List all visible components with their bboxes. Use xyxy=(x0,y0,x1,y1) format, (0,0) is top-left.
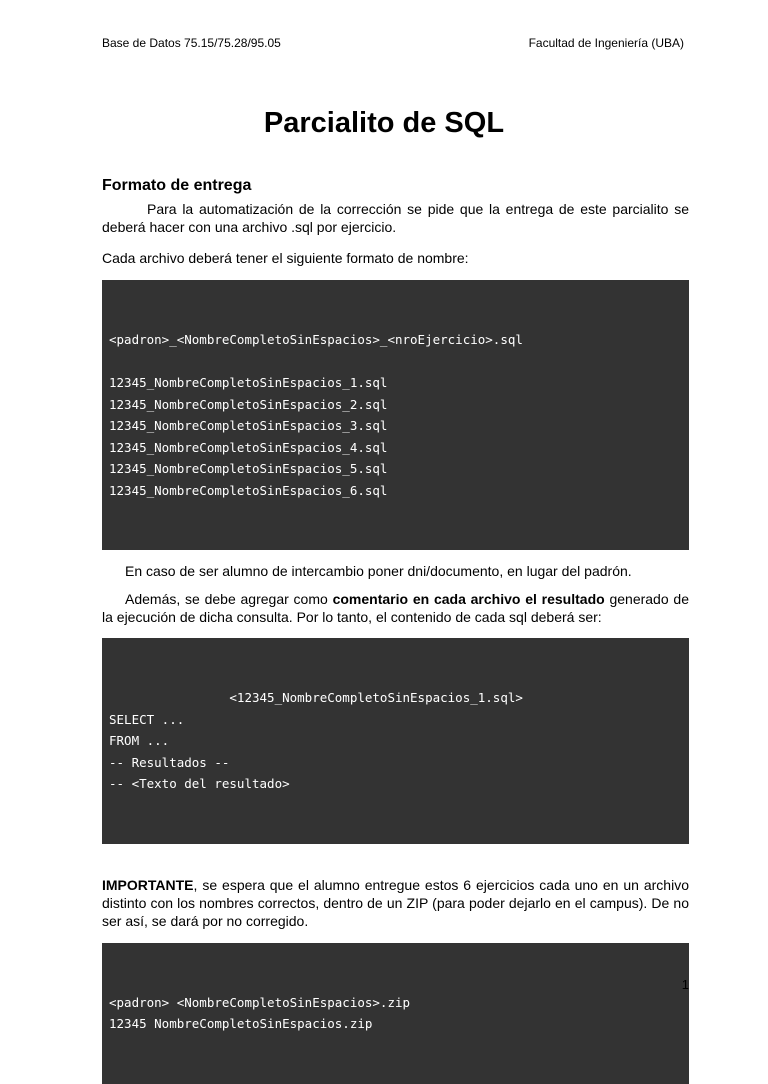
comment-text-post: generado de la ejecución de dicha consulta. Por lo tanto, el contenido de cada sql deberá ser: xyxy=(102,591,689,625)
page-title: Parcialito de SQL xyxy=(263,107,505,139)
paragraph-important xyxy=(102,876,689,930)
section-heading: Formato de entrega xyxy=(102,177,252,194)
code-block-zip xyxy=(102,943,689,1084)
paragraph-exchange: En caso de ser alumno de intercambio poner dni/documento, en lugar del padrón. xyxy=(125,563,632,579)
code-line: 12345_NombreCompletoSinEspacios_5.sql xyxy=(109,461,388,476)
code-line: 12345_NombreCompletoSinEspacios_2.sql xyxy=(109,396,388,412)
comment-text-pre: Además, se debe agregar como xyxy=(125,591,333,607)
code-line xyxy=(109,351,682,373)
document-body xyxy=(102,176,689,1084)
important-label: IMPORTANTE xyxy=(102,876,194,893)
code-line: -- Resultados -- xyxy=(109,754,230,770)
code-block-sql-content xyxy=(102,638,689,844)
code-line: 12345_NombreCompletoSinEspacios_6.sql xyxy=(109,482,388,498)
important-text: , se espera que el alumno entregue estos 6 ejercicios cada uno en un archivo distinto con los nombres correctos, dentro de un ZIP (para poder dejarlo en el campus). De no ser así, se dará por no corregido. xyxy=(102,876,689,929)
code-block-filenames xyxy=(102,280,689,550)
code-line: 12345_NombreCompletoSinEspacios_4.sql xyxy=(109,439,388,455)
paragraph-comment xyxy=(102,590,689,626)
code-line: <padron> <NombreCompletoSinEspacios>.zip xyxy=(109,994,411,1010)
comment-text-bold: comentario en cada archivo el resultado xyxy=(332,591,605,607)
code-line: 12345_NombreCompletoSinEspacios_3.sql xyxy=(109,418,388,433)
code-line: <12345_NombreCompletoSinEspacios_1.sql> xyxy=(109,690,523,705)
code-line: SELECT ... xyxy=(109,711,185,727)
paragraph-intro: Para la automatización de la corrección se pide que la entrega de este parcialito se deberá hacer con una archivo .sql por ejercicio. xyxy=(102,201,689,235)
header-faculty: Facultad de Ingeniería (UBA) xyxy=(528,36,684,50)
header-course: Base de Datos 75.15/75.28/95.05 xyxy=(102,36,281,50)
code-line: 12345_NombreCompletoSinEspacios_1.sql xyxy=(109,375,388,390)
code-line: 12345 NombreCompletoSinEspacios.zip xyxy=(109,1016,373,1031)
paragraph-format-intro: Cada archivo deberá tener el siguiente formato de nombre: xyxy=(102,250,469,266)
code-line: FROM ... xyxy=(109,733,170,748)
code-line: <padron>_<NombreCompletoSinEspacios>_<nroEjercicio>.sql xyxy=(109,332,523,347)
code-line: -- <Texto del resultado> xyxy=(109,776,290,791)
page-number: 1 xyxy=(681,977,689,992)
